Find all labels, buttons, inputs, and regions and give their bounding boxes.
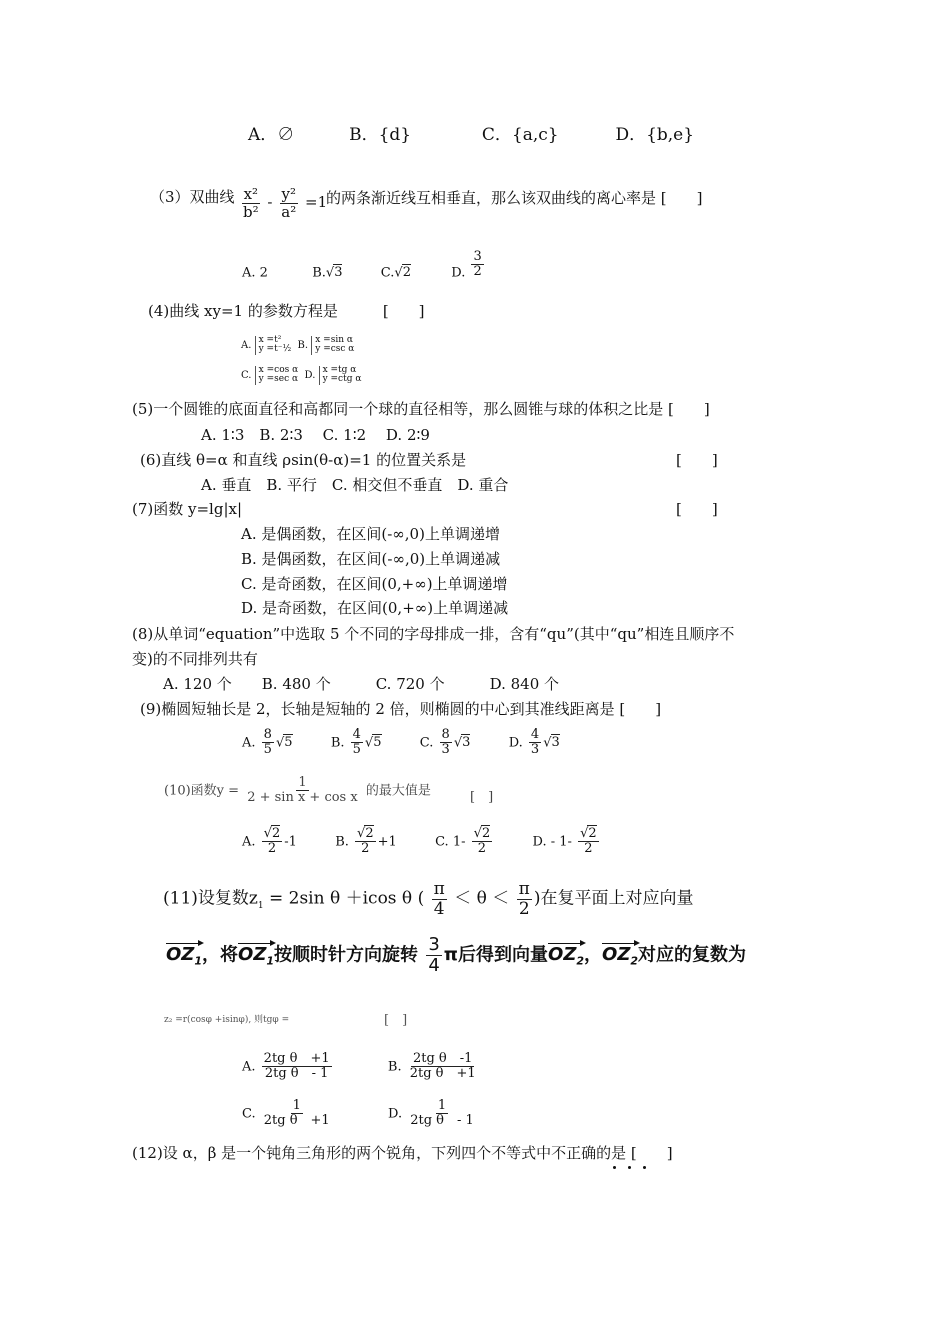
q6-options: A. 垂直 B. 平行 C. 相交但不垂直 D. 重合 <box>201 476 509 494</box>
q10-c-pre: 1- <box>452 834 466 850</box>
q10-d-rad: 2 <box>588 826 597 841</box>
q2-option-a: A．∅ <box>248 125 295 145</box>
q11-line2 <box>166 935 746 976</box>
q9-label-a: A. <box>242 735 256 751</box>
q7-option-b: B. 是偶函数，在区间(-∞,0)上单调递减 <box>241 550 501 568</box>
q3-opt-c: C. <box>380 265 395 281</box>
q2-options <box>248 127 694 144</box>
q11-line1 <box>163 880 694 918</box>
q3-text: 的两条渐近线互相垂直，那么该双曲线的离心率是 [ ] <box>326 189 703 207</box>
q3-frac1-num: x² <box>243 185 259 203</box>
q10-d-pre: - 1- <box>550 834 572 850</box>
q3-opt-b-radicand: 3 <box>334 265 343 281</box>
emphasis-dot <box>613 1166 616 1169</box>
q11-label-b: B. <box>387 1059 402 1075</box>
q11-label-c: C. <box>242 1106 256 1122</box>
q11-pi-1: π <box>433 879 445 899</box>
q3-frac1-den: b² <box>243 202 259 221</box>
q10-den: 2 + sin x + cos x <box>247 790 358 806</box>
q9-a-den: 5 <box>263 742 272 758</box>
q4-a-line1: x =t² <box>258 335 282 345</box>
q9-d-rad: 3 <box>551 735 560 751</box>
q9-a-num: 8 <box>263 727 272 742</box>
q3-opt-b: B. <box>312 265 326 281</box>
q9-label-c: C. <box>419 735 434 751</box>
q11-l2-d: ， <box>584 944 603 966</box>
emphasis-dot <box>643 1166 646 1169</box>
q4-d-line1: x =tg α <box>322 365 357 375</box>
q11-vec-oz2-a: $OZ_2$ <box>548 944 585 968</box>
q4-d-line2: y =ctg α <box>322 374 362 385</box>
q3-minus: - <box>267 193 273 211</box>
q9-c-den: 3 <box>441 742 450 758</box>
q11-a-den: 2tg θ - 1 <box>264 1066 329 1082</box>
q4-c-line2: y =sec α <box>258 374 299 385</box>
q8-line2: 变)的不同排列共有 <box>132 650 258 668</box>
q10-label-a: A. <box>242 834 256 850</box>
q9-c-rad: 3 <box>462 735 471 751</box>
q9-b-den: 5 <box>352 742 361 758</box>
q11-frac-den: 4 <box>428 954 440 976</box>
q9-b-rad: 5 <box>373 735 382 751</box>
q11-vec-oz2-b: $OZ_2$ <box>602 944 639 968</box>
q11-two: 2 <box>518 898 530 919</box>
q2-option-c: C．{a,c} <box>481 125 559 145</box>
q11-options-row1 <box>242 1052 480 1082</box>
q9-label-b: B. <box>330 735 345 751</box>
q10-b-tail: +1 <box>377 834 397 850</box>
q4-label-b: B. <box>297 339 309 351</box>
q5-text: (5)一个圆锥的底面直径和高都同一个球的直径相等，那么圆锥与球的体积之比是 [ ] <box>132 400 710 418</box>
q11-mid: = 2sin θ ＋icos θ ( <box>263 888 425 909</box>
q3-opt-d: D. <box>451 265 466 281</box>
q11-l2-a: ，将 <box>202 944 239 966</box>
q11-b-den: 2tg θ +1 <box>409 1066 476 1082</box>
q9-a-rad: 5 <box>284 735 293 751</box>
q11-a-num: 2tg θ +1 <box>263 1051 330 1066</box>
q10-label: (10)函数y = <box>164 783 240 799</box>
q4-c-line1: x =cos α <box>258 365 299 375</box>
q10-a-tail: -1 <box>284 834 297 850</box>
q3-equation <box>239 186 327 220</box>
q11-d-num: 1 <box>437 1098 447 1113</box>
q3-opt-a: A. 2 <box>242 265 268 281</box>
q10-label-c: C. <box>435 834 449 850</box>
q10-question <box>164 776 431 806</box>
q11-lt: ＜ θ ＜ <box>454 888 510 909</box>
q10-options: A. $\frac{√2}{2}$ -1 B. $\frac{√2}{2}$ +1 C. 1- $\frac{√2}{2}$ D. - 1- $\frac{√2}{2}$ <box>242 826 597 857</box>
q4-a-line2: y =t⁻½ <box>258 344 292 355</box>
q11-options-row2 <box>242 1099 478 1129</box>
q11-frac-num: 3 <box>428 934 440 955</box>
q7-option-d: D. 是奇函数，在区间(0,+∞)上单调递减 <box>241 599 509 617</box>
q9-text: (9)椭圆短轴长是 2，长轴是短轴的 2 倍，则椭圆的中心到其准线距离是 [ ] <box>140 700 662 718</box>
q8-options: A. 120 个 B. 480 个 C. 720 个 D. 840 个 <box>163 675 560 693</box>
q11-label-a: A. <box>242 1059 256 1075</box>
q11-vec-oz1-a: $OZ_1$ <box>166 944 203 968</box>
q9-label-d: D. <box>508 735 523 751</box>
q11-l2-b: 按顺时针方向旋转 <box>274 944 419 966</box>
q2-option-d: D．{b,e} <box>615 125 695 145</box>
q3-opt-c-radicand: 2 <box>402 265 411 281</box>
q7-text: (7)函数 y=lg|x| <box>132 500 243 518</box>
q10-a-rad: 2 <box>271 826 281 841</box>
q11-vec-oz1-b: $OZ_1$ <box>238 944 275 968</box>
q9-c-num: 8 <box>441 727 450 742</box>
q4-label-d: D. <box>304 369 316 381</box>
q3-eq: =1 <box>305 193 328 211</box>
q3-label: （3）双曲线 <box>150 188 235 206</box>
q11-pi-2: π <box>518 879 530 899</box>
q6-text: (6)直线 θ=α 和直线 ρsin(θ-α)=1 的位置关系是 <box>140 451 467 469</box>
q11-line3: z₂ =r(cosφ +isinφ), 则tgφ = <box>164 1015 290 1025</box>
q9-d-num: 4 <box>530 727 540 742</box>
q10-num: 1 <box>298 775 307 790</box>
emphasis-dot <box>628 1166 631 1169</box>
q4-label-c: C. <box>241 369 252 381</box>
q11-l2-e: 对应的复数为 <box>638 944 747 966</box>
q3-options: A. 2 B.√3 C.√2 D. $\frac{3}{2}$ <box>242 249 482 281</box>
q10-label-d: D. <box>532 834 547 850</box>
q11-c-num: 1 <box>292 1098 301 1113</box>
q11-label-d: D. <box>388 1106 403 1122</box>
q4-text: (4)曲线 xy=1 的参数方程是 [ ] <box>148 302 425 320</box>
q5-options: A. 1∶3 B. 2∶3 C. 1∶2 D. 2∶9 <box>201 426 430 444</box>
q4-options-row1 <box>241 336 354 355</box>
q11-d-den: 2tg θ - 1 <box>410 1113 474 1129</box>
q10-bracket: [ ] <box>470 790 494 805</box>
q8-line1: (8)从单词“equation”中选取 5 个不同的字母排成一排，含有“qu”(其中“qu”相连且顺序不 <box>132 625 735 643</box>
q6-bracket: [ ] <box>676 451 718 469</box>
q4-label-a: A. <box>241 339 252 351</box>
q11-l2-c: π后得到向量 <box>443 944 549 966</box>
q11-bracket: [ ] <box>384 1013 408 1028</box>
q11-c-den: 2tg θ +1 <box>263 1113 330 1129</box>
q3-opt-d-num: 3 <box>473 249 482 264</box>
q10-b-rad: 2 <box>365 826 374 841</box>
q7-option-a: A. 是偶函数，在区间(-∞,0)上单调递增 <box>241 525 500 543</box>
q9-options: A. $\frac{8}{5}$ √5 B. $\frac{4}{5}$ √5 C. $\frac{8}{3}$ √3 D. $\frac{4}{3}$ √3 <box>242 727 560 758</box>
q11-tail: )在复平面上对应向量 <box>533 888 694 909</box>
q10-d-den: 2 <box>584 841 593 857</box>
q7-bracket: [ ] <box>676 500 718 518</box>
q9-b-num: 4 <box>352 727 361 742</box>
q2-option-b: B．{d} <box>349 125 412 145</box>
q10-b-den: 2 <box>361 841 370 857</box>
q10-label-b: B. <box>335 834 349 850</box>
q7-option-c: C. 是奇函数，在区间(0,+∞)上单调递增 <box>241 575 508 593</box>
q3-frac2-den: a² <box>281 202 297 221</box>
q3-opt-d-den: 2 <box>473 264 482 280</box>
q10-tail: 的最大值是 <box>365 783 431 799</box>
q3-frac2-num: y² <box>281 185 296 203</box>
q10-a-den: 2 <box>267 841 277 857</box>
q11-four: 4 <box>433 898 445 919</box>
q9-d-den: 3 <box>530 742 540 758</box>
q11-sub: 1 <box>257 901 264 912</box>
q4-options-row2 <box>241 366 361 385</box>
q11-pre: (11)设复数z <box>163 888 258 909</box>
q11-b-num: 2tg θ -1 <box>412 1051 473 1066</box>
q10-c-rad: 2 <box>481 826 491 841</box>
q12-text: (12)设 α，β 是一个钝角三角形的两个锐角，下列四个不等式中不正确的是 [ ] <box>132 1144 673 1162</box>
q4-b-line2: y =csc α <box>315 344 355 355</box>
q10-c-den: 2 <box>477 841 487 857</box>
q4-b-line1: x =sin α <box>315 335 353 345</box>
q3-question <box>150 190 235 205</box>
